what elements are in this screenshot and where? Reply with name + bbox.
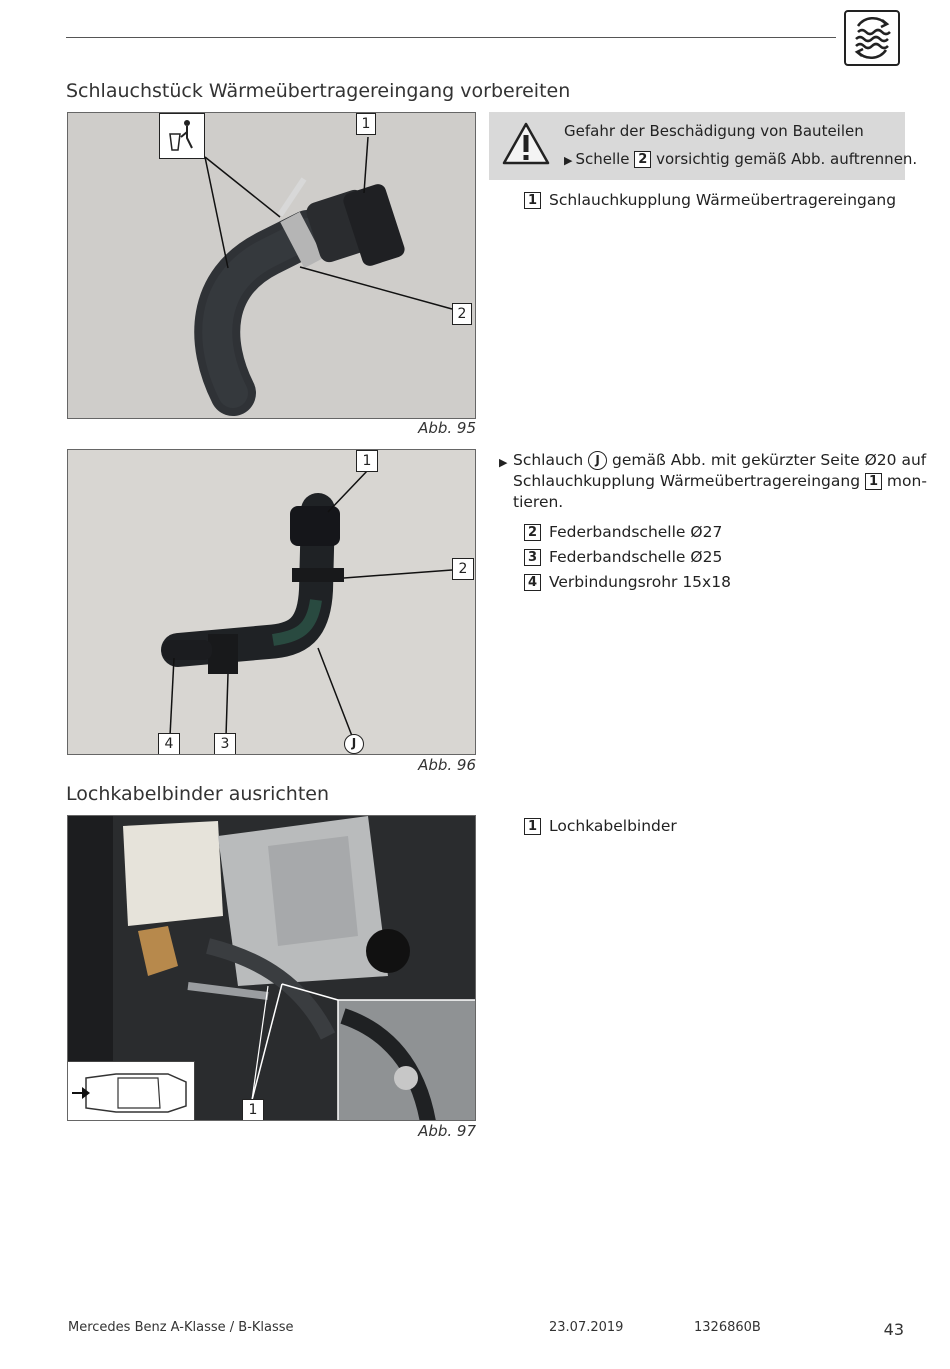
warning-triangle-icon (501, 121, 551, 171)
footer-model: Mercedes Benz A-Klasse / B-Klasse (68, 1320, 294, 1335)
section-title-prepare-hose: Schlauchstück Wärmeübertragereingang vorbereiten (66, 80, 571, 102)
figure-96-caption: Abb. 96 (418, 756, 476, 774)
callout-1: 1 (242, 1099, 264, 1121)
callout-4: 4 (158, 733, 180, 755)
figure-97-photo (67, 815, 476, 1121)
legend-item: 2 Federbandschelle Ø27 (524, 523, 722, 541)
warning-title: Gefahr der Beschädigung von Bauteilen (564, 122, 864, 140)
legend-item: 3 Federbandschelle Ø25 (524, 548, 722, 566)
legend-item: 4 Verbindungsrohr 15x18 (524, 573, 731, 591)
ref-circle: J (588, 451, 607, 470)
ref-number: 1 (865, 473, 882, 490)
footer-date: 23.07.2019 (549, 1320, 624, 1335)
footer-doc-number: 1326860B (694, 1320, 761, 1335)
coolant-system-icon (844, 10, 900, 66)
instruction-block: ▶ Schlauch J gemäß Abb. mit gekürzter Seite Ø20 auf Schlauchkupplung Wärmeübertragereingang 1 mon- tieren. (499, 451, 927, 511)
legend-item: 1 Lochkabelbinder (524, 817, 677, 835)
callout-3: 3 (214, 733, 236, 755)
figure-97-caption: Abb. 97 (418, 1122, 476, 1140)
callout-j: J (344, 734, 364, 754)
header-rule (66, 37, 836, 38)
bullet-triangle-icon: ▶ (564, 154, 573, 167)
legend-item: 1 Schlauchkupplung Wärmeübertragereingang (524, 191, 896, 209)
warning-instruction: ▶ Schelle 2 vorsichtig gemäß Abb. auftrennen. (564, 150, 918, 168)
callout-1: 1 (356, 113, 376, 135)
trash-disposal-icon (159, 113, 205, 159)
bullet-triangle-icon: ▶ (499, 456, 508, 469)
figure-95-photo (67, 112, 476, 419)
figure-96-photo (67, 449, 476, 755)
callout-2: 2 (452, 303, 472, 325)
ref-number: 2 (634, 151, 651, 168)
callout-2: 2 (452, 558, 474, 580)
car-outline-icon (68, 1061, 195, 1121)
page-number: 43 (883, 1320, 904, 1339)
figure-95-caption: Abb. 95 (418, 419, 476, 437)
callout-1: 1 (356, 450, 378, 472)
section-title-align-cable-tie: Lochkabelbinder ausrichten (66, 783, 330, 805)
warning-box (489, 112, 918, 180)
